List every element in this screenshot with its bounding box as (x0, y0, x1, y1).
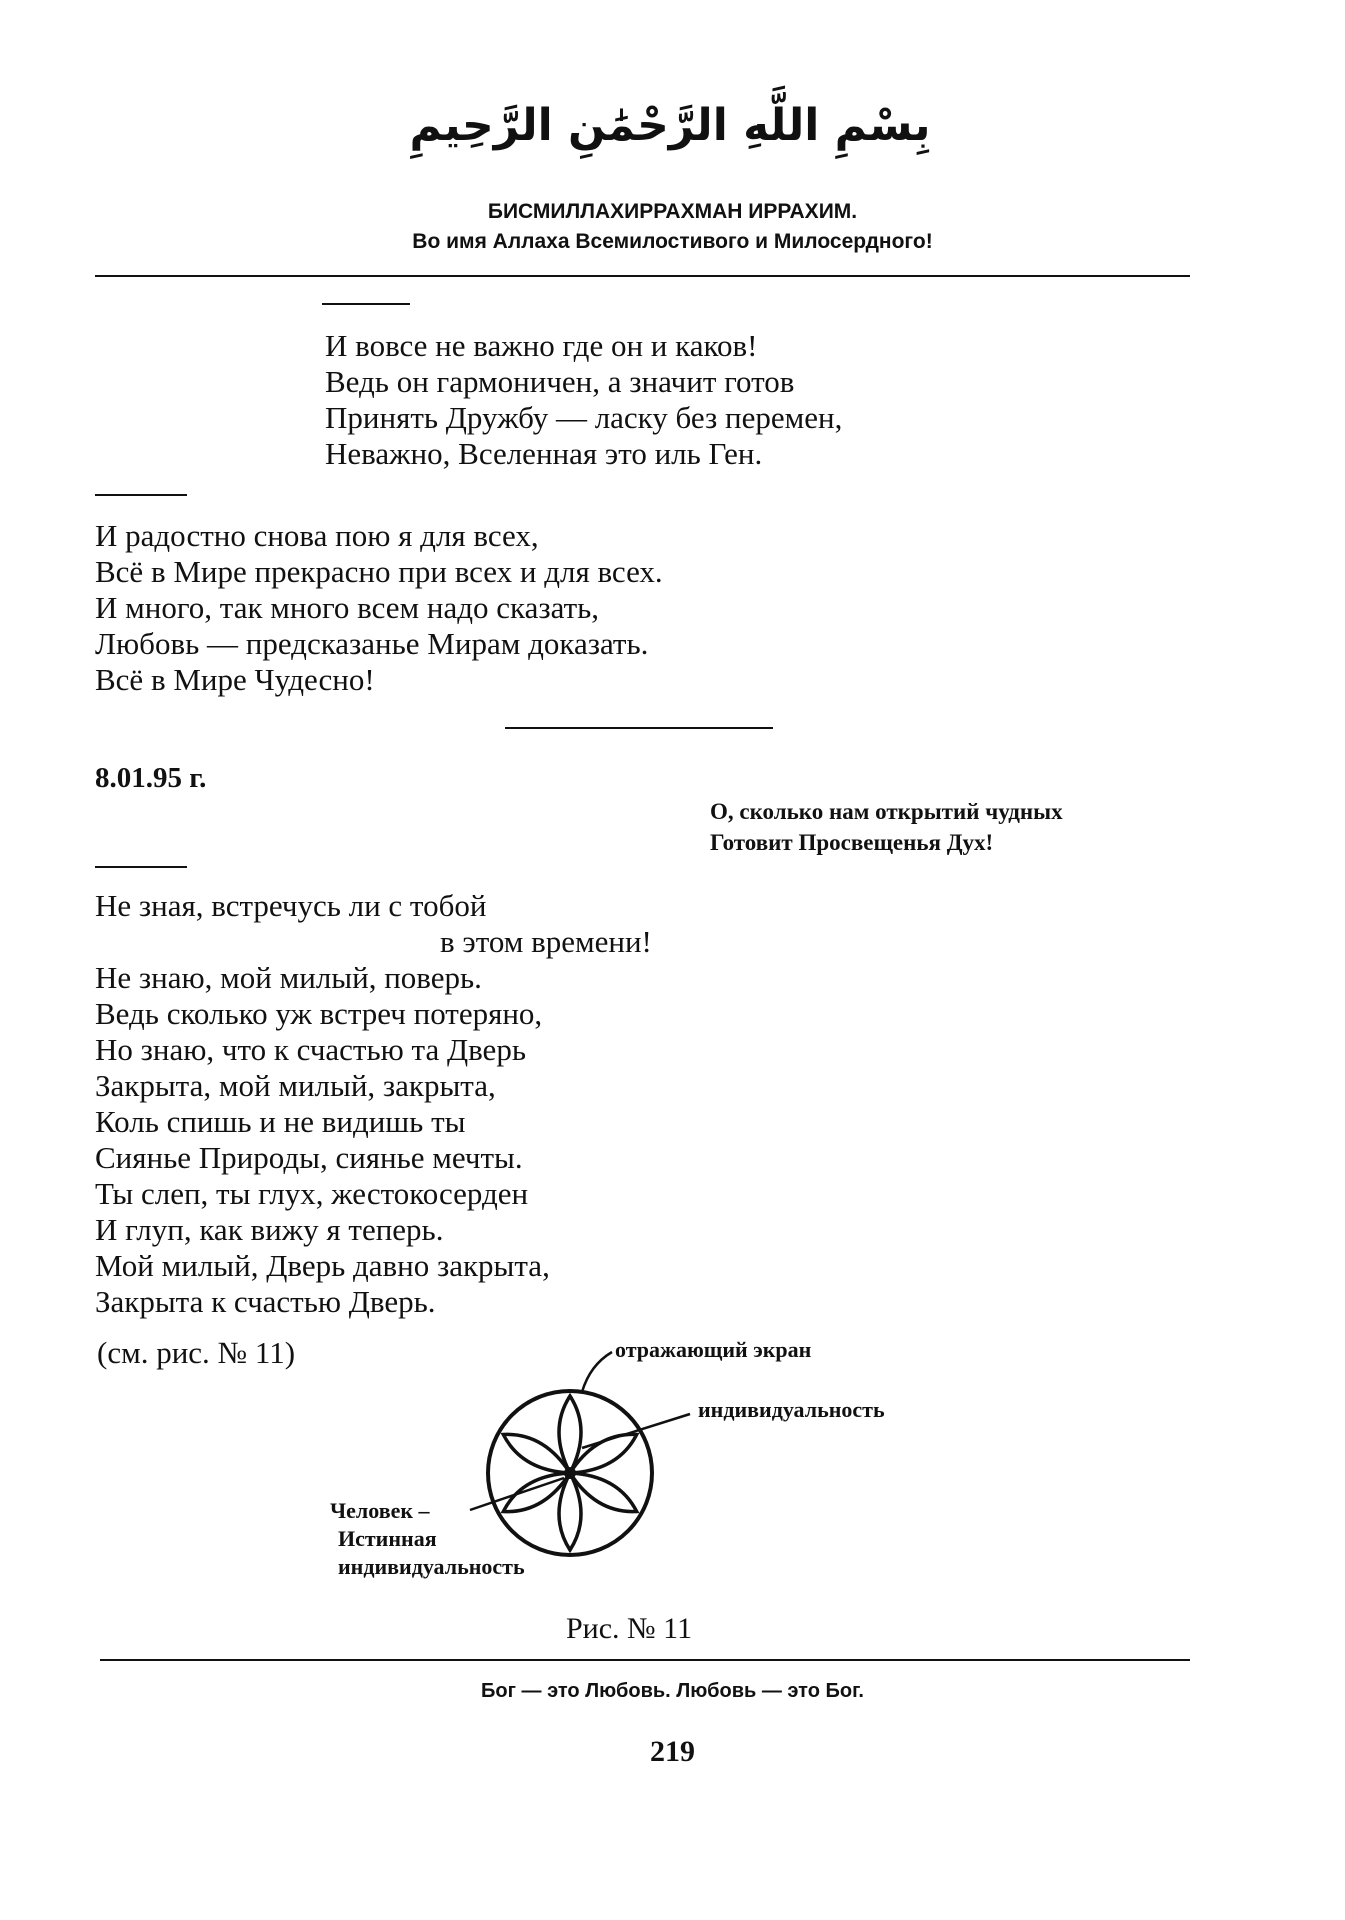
verse-line: Ведь он гармоничен, а значит готов (325, 364, 795, 399)
verse-line: Закрыта, мой милый, закрыта, (95, 1068, 496, 1103)
epigraph-line: Готовит Просвещенья Дух! (710, 830, 994, 855)
verse-line: Любовь — предсказанье Мирам доказать. (95, 626, 649, 661)
verse-line: Закрыта к счастью Дверь. (95, 1284, 436, 1319)
center-dot (564, 1467, 576, 1479)
verse-line: Но знаю, что к счастью та Дверь (95, 1032, 526, 1067)
verse-line: Ты слеп, ты глух, жестокосерден (95, 1176, 529, 1211)
verse-line: Принять Дружбу — ласку без перемен, (325, 400, 843, 435)
verse-line: Мой милый, Дверь давно закрыта, (95, 1248, 550, 1283)
figure-11 (320, 1330, 960, 1620)
leader-screen (582, 1352, 612, 1392)
verse-line: Сиянье Природы, сиянье мечты. (95, 1140, 523, 1175)
verse-line: Неважно, Вселенная это иль Ген. (325, 436, 763, 471)
footer-motto: Бог — это Любовь. Любовь — это Бог. (481, 1680, 864, 1702)
section-divider (505, 727, 773, 729)
epigraph-line: О, сколько нам открытий чудных (710, 799, 1063, 824)
label-reflecting-screen: отражающий экран (615, 1337, 812, 1362)
label-human-1: Человек – (330, 1498, 430, 1523)
header-subtitle: Во имя Аллаха Всемилостивого и Милосердного! (412, 230, 933, 253)
stanza-separator (322, 303, 410, 305)
bismillah-calligraphy (409, 78, 931, 178)
svg-text:بِسْمِ اللَّهِ الرَّحْمَٰنِ ال: بِسْمِ اللَّهِ الرَّحْمَٰنِ الرَّحِيمِ (409, 100, 931, 151)
figure-reference: (см. рис. № 11) (97, 1335, 296, 1370)
stanza-2 (95, 518, 663, 698)
label-human-3: индивидуальность (338, 1554, 525, 1579)
stanza-separator (95, 866, 187, 868)
label-individuality: индивидуальность (698, 1397, 885, 1422)
footer-rule (100, 1659, 1190, 1661)
verse-line: И глуп, как вижу я теперь. (95, 1212, 444, 1247)
page-number: 219 (650, 1735, 695, 1768)
verse-line: Ведь сколько уж встреч потеряно, (95, 996, 543, 1031)
stanza-3 (95, 888, 652, 1320)
verse-line: в этом времени! (440, 924, 652, 959)
verse-line: Не знаю, мой милый, поверь. (95, 960, 482, 995)
label-human-2: Истинная (338, 1526, 437, 1551)
verse-line: Всё в Мире прекрасно при всех и для всех. (95, 554, 663, 589)
verse-line: Всё в Мире Чудесно! (95, 662, 375, 697)
leader-individuality (582, 1414, 690, 1448)
stanza-separator (95, 494, 187, 496)
verse-line: Не зная, встречусь ли с тобой (95, 888, 487, 923)
stanza-1 (325, 328, 842, 472)
flower-diagram (470, 1352, 690, 1555)
verse-line: И радостно снова пою я для всех, (95, 518, 539, 553)
figure-caption: Рис. № 11 (566, 1612, 693, 1645)
header-title: БИСМИЛЛАХИРРАХМАН ИРРАХИМ. (487, 200, 858, 223)
verse-line: И много, так много всем надо сказать, (95, 590, 600, 625)
epigraph (710, 796, 1063, 858)
header-rule (95, 275, 1190, 277)
verse-line: И вовсе не важно где он и каков! (325, 328, 758, 363)
poem-date: 8.01.95 г. (95, 762, 207, 794)
verse-line: Коль спишь и не видишь ты (95, 1104, 466, 1139)
